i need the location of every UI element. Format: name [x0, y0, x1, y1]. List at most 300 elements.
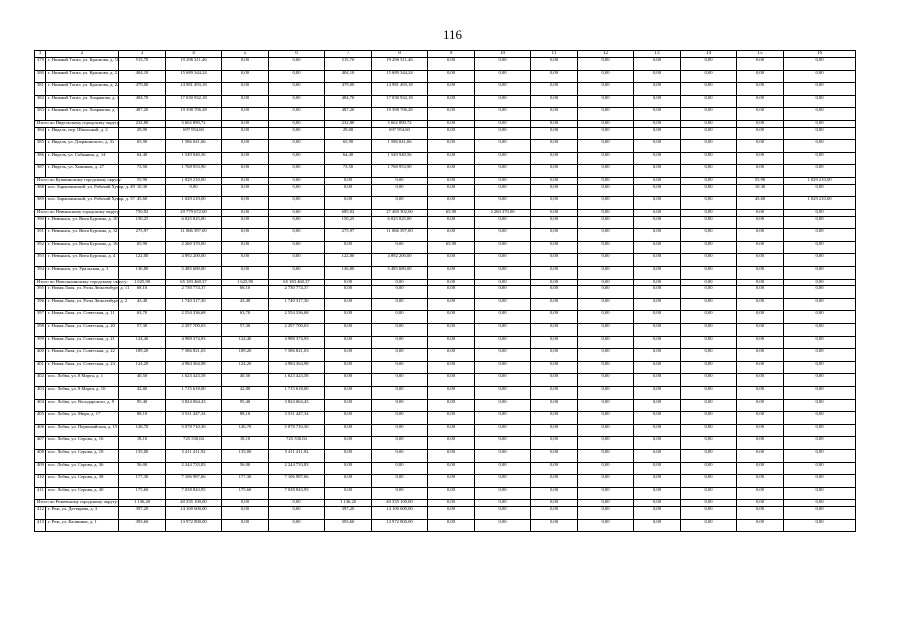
- value-cell: 0,00: [372, 387, 428, 400]
- value-cell: 0,00: [222, 507, 269, 520]
- row-number: 387: [35, 165, 46, 178]
- value-cell: 404,10: [325, 70, 372, 83]
- value-cell: 2 260 370,00: [166, 241, 222, 254]
- address-cell: пос. Лобва, ул. Володарского, д. 9: [46, 399, 119, 412]
- value-cell: 0,00: [325, 399, 372, 412]
- value-cell: 63,70: [222, 311, 269, 324]
- value-cell: 0,00: [784, 374, 856, 387]
- value-cell: 0,00: [681, 209, 737, 216]
- value-cell: 0,00: [428, 324, 475, 337]
- value-cell: 0,00: [737, 412, 784, 425]
- value-cell: 0,00: [372, 336, 428, 349]
- row-number: 401: [35, 361, 46, 374]
- value-cell: 1 549 940,56: [372, 152, 428, 165]
- value-cell: 0,00: [681, 95, 737, 108]
- value-cell: 65 183 460,37: [269, 279, 325, 286]
- value-cell: 65,90: [428, 209, 475, 216]
- value-cell: 0,00: [475, 437, 531, 450]
- value-cell: 750,92: [119, 209, 166, 216]
- value-cell: 0,00: [325, 437, 372, 450]
- value-cell: 0,00: [531, 462, 578, 475]
- value-cell: 56,00: [222, 462, 269, 475]
- value-cell: 0,00: [531, 58, 578, 71]
- column-header: 16: [784, 51, 856, 58]
- value-cell: 0,00: [681, 229, 737, 242]
- column-header: 13: [634, 51, 681, 58]
- column-header: 1: [35, 51, 46, 58]
- value-cell: 0,00: [222, 83, 269, 96]
- value-cell: 19 398 706,28: [372, 108, 428, 121]
- row-number: 404: [35, 399, 46, 412]
- value-cell: 0,00: [269, 197, 325, 210]
- value-cell: 0,00: [737, 387, 784, 400]
- table-row: [35, 374, 856, 387]
- value-cell: 0,00: [325, 178, 372, 185]
- address-cell: г. Невьянск, ул. Витя Бурсина, д. 16: [46, 241, 119, 254]
- value-cell: 0,00: [578, 462, 634, 475]
- value-cell: 43,40: [222, 298, 269, 311]
- value-cell: 95,40: [222, 399, 269, 412]
- value-cell: 0,00: [428, 83, 475, 96]
- value-cell: 13 972 800,00: [166, 519, 222, 532]
- value-cell: 18,10: [119, 437, 166, 450]
- value-cell: 189,20: [222, 349, 269, 362]
- value-cell: 5 078 710,30: [166, 424, 222, 437]
- value-cell: 0,00: [681, 120, 737, 127]
- value-cell: 0,00: [428, 152, 475, 165]
- value-cell: 0,00: [681, 152, 737, 165]
- value-cell: 0,00: [681, 424, 737, 437]
- value-cell: 0,00: [681, 387, 737, 400]
- value-cell: 0,00: [269, 127, 325, 140]
- value-cell: 0,00: [372, 412, 428, 425]
- value-cell: 1 136,20: [325, 500, 372, 507]
- value-cell: 0,00: [681, 197, 737, 210]
- value-cell: 0,00: [531, 412, 578, 425]
- value-cell: 73,50: [119, 165, 166, 178]
- value-cell: 0,00: [428, 387, 475, 400]
- value-cell: 2 730 774,37: [166, 286, 222, 299]
- value-cell: 0,00: [372, 298, 428, 311]
- value-cell: 0,00: [578, 437, 634, 450]
- value-cell: 0,00: [428, 361, 475, 374]
- value-cell: 0,00: [578, 374, 634, 387]
- value-cell: 0,00: [475, 152, 531, 165]
- value-cell: 0,00: [784, 184, 856, 197]
- column-header: 7: [325, 51, 372, 58]
- value-cell: 0,00: [428, 197, 475, 210]
- value-cell: 0,00: [681, 437, 737, 450]
- value-cell: 0,00: [681, 374, 737, 387]
- row-number: 398: [35, 324, 46, 337]
- value-cell: 0,00: [531, 424, 578, 437]
- value-cell: 0,00: [269, 229, 325, 242]
- value-cell: 0,00: [428, 120, 475, 127]
- table-row: [35, 387, 856, 400]
- value-cell: 0,00: [475, 361, 531, 374]
- value-cell: 65,90: [325, 140, 372, 153]
- row-number: 411: [35, 487, 46, 500]
- value-cell: 5 485 680,00: [372, 266, 428, 279]
- column-header: 3: [119, 51, 166, 58]
- value-cell: 0,00: [531, 197, 578, 210]
- value-cell: 0,00: [531, 449, 578, 462]
- row-number: 397: [35, 311, 46, 324]
- value-cell: 11 066 397,00: [372, 229, 428, 242]
- value-cell: 0,00: [428, 266, 475, 279]
- address-cell: г. Новая Ляля, ул. Советская, д. 21: [46, 336, 119, 349]
- value-cell: 0,00: [578, 197, 634, 210]
- value-cell: 397,20: [119, 507, 166, 520]
- value-cell: 0,00: [681, 399, 737, 412]
- address-cell: пос. Лобва, ул. Первомайская, д. 15: [46, 424, 119, 437]
- value-cell: 45,60: [737, 197, 784, 210]
- value-cell: 0,00: [634, 254, 681, 267]
- value-cell: 275,97: [325, 229, 372, 242]
- value-cell: 136,80: [325, 266, 372, 279]
- value-cell: 0,00: [578, 120, 634, 127]
- value-cell: 0,00: [634, 349, 681, 362]
- value-cell: 0,00: [681, 462, 737, 475]
- value-cell: 0,00: [681, 286, 737, 299]
- subtotal-row: [35, 500, 856, 507]
- value-cell: 0,00: [269, 165, 325, 178]
- value-cell: 0,00: [578, 487, 634, 500]
- row-number: 409: [35, 462, 46, 475]
- table-row: [35, 298, 856, 311]
- value-cell: 55,90: [737, 178, 784, 185]
- value-cell: 18,10: [222, 437, 269, 450]
- table-row: [35, 507, 856, 520]
- value-cell: 0,00: [578, 70, 634, 83]
- value-cell: 0,00: [531, 311, 578, 324]
- value-cell: 0,00: [428, 184, 475, 197]
- value-cell: 393,60: [325, 519, 372, 532]
- value-cell: 0,00: [634, 266, 681, 279]
- value-cell: 5 411 411,92: [269, 449, 325, 462]
- value-cell: 0,00: [578, 266, 634, 279]
- value-cell: 0,00: [475, 387, 531, 400]
- row-number: 412: [35, 507, 46, 520]
- value-cell: 0,00: [475, 412, 531, 425]
- value-cell: 0,00: [784, 95, 856, 108]
- subtotal-row: [35, 279, 856, 286]
- column-header: 9: [428, 51, 475, 58]
- value-cell: 4 984 364,98: [269, 361, 325, 374]
- value-cell: 40,50: [222, 374, 269, 387]
- value-cell: 1 740 317,30: [166, 298, 222, 311]
- value-cell: 0,00: [475, 184, 531, 197]
- table-row: [35, 324, 856, 337]
- value-cell: 0,00: [681, 475, 737, 488]
- column-header: 11: [531, 51, 578, 58]
- value-cell: 0,00: [531, 108, 578, 121]
- value-cell: 40,50: [119, 374, 166, 387]
- value-cell: 65,90: [428, 241, 475, 254]
- value-cell: 1 625,90: [119, 279, 166, 286]
- value-cell: 14 981 493,18: [166, 83, 222, 96]
- value-cell: 0,00: [531, 507, 578, 520]
- value-cell: 3 824 064,43: [166, 399, 222, 412]
- value-cell: 0,00: [737, 500, 784, 507]
- value-cell: 14 100 600,00: [372, 507, 428, 520]
- value-cell: 0,00: [634, 336, 681, 349]
- value-cell: 0,00: [269, 83, 325, 96]
- value-cell: 175,60: [222, 487, 269, 500]
- value-cell: 0,00: [634, 140, 681, 153]
- value-cell: 0,00: [325, 279, 372, 286]
- value-cell: 0,00: [269, 70, 325, 83]
- value-cell: 0,00: [784, 412, 856, 425]
- value-cell: 0,00: [634, 286, 681, 299]
- value-cell: 0,00: [634, 399, 681, 412]
- value-cell: 397,20: [325, 507, 372, 520]
- table-row: [35, 254, 856, 267]
- value-cell: 177,30: [222, 475, 269, 488]
- row-number: 386: [35, 152, 46, 165]
- value-cell: 0,00: [428, 399, 475, 412]
- table-row: [35, 70, 856, 83]
- value-cell: 0,00: [475, 229, 531, 242]
- value-cell: 0,00: [428, 500, 475, 507]
- value-cell: 0,00: [222, 216, 269, 229]
- value-cell: 0,00: [784, 241, 856, 254]
- subtotal-label: Итого по Кушвинскому городскому округу:: [35, 178, 119, 185]
- value-cell: 0,00: [372, 286, 428, 299]
- value-cell: 2 297 700,03: [269, 324, 325, 337]
- value-cell: 0,00: [578, 336, 634, 349]
- value-cell: 0,00: [784, 361, 856, 374]
- table-row: [35, 197, 856, 210]
- value-cell: 0,00: [269, 95, 325, 108]
- value-cell: 0,00: [531, 487, 578, 500]
- row-number: 382: [35, 95, 46, 108]
- value-cell: 0,00: [737, 424, 784, 437]
- value-cell: 0,00: [737, 487, 784, 500]
- value-cell: 0,00: [269, 266, 325, 279]
- value-cell: 40 335 100,00: [166, 500, 222, 507]
- page-number: 116: [442, 27, 463, 42]
- value-cell: 0,00: [222, 108, 269, 121]
- value-cell: 0,00: [475, 266, 531, 279]
- value-cell: 2 260 370,00: [475, 209, 531, 216]
- value-cell: 5 411 411,92: [166, 449, 222, 462]
- address-cell: г. Невьянск, ул. Витя Бурсина, д. 12: [46, 229, 119, 242]
- value-cell: 0,00: [222, 500, 269, 507]
- table-row: [35, 184, 856, 197]
- value-cell: 0,00: [634, 412, 681, 425]
- value-cell: 0,00: [531, 361, 578, 374]
- value-cell: 0,00: [681, 254, 737, 267]
- value-cell: 0,00: [784, 298, 856, 311]
- value-cell: 487,20: [119, 108, 166, 121]
- value-cell: 7 106 987,66: [269, 475, 325, 488]
- value-cell: 0,00: [269, 209, 325, 216]
- value-cell: 0,00: [222, 266, 269, 279]
- value-cell: 0,00: [737, 519, 784, 532]
- value-cell: 0,00: [681, 108, 737, 121]
- value-cell: 0,00: [531, 241, 578, 254]
- value-cell: 0,00: [531, 229, 578, 242]
- value-cell: 0,00: [578, 83, 634, 96]
- row-number: 385: [35, 140, 46, 153]
- value-cell: 0,00: [634, 216, 681, 229]
- address-cell: пос. Лобва, ул. Серова, д. 16: [46, 437, 119, 450]
- value-cell: 17 030 932,18: [372, 95, 428, 108]
- value-cell: 6 025 025,00: [166, 216, 222, 229]
- value-cell: 0,00: [531, 374, 578, 387]
- row-number: 392: [35, 241, 46, 254]
- value-cell: 64,40: [119, 152, 166, 165]
- value-cell: 2 730 774,37: [269, 286, 325, 299]
- value-cell: 0,00: [531, 127, 578, 140]
- column-header: 2: [46, 51, 119, 58]
- value-cell: 0,00: [737, 507, 784, 520]
- value-cell: 73,50: [325, 165, 372, 178]
- value-cell: 3 824 064,43: [269, 399, 325, 412]
- value-cell: 15 689 344,24: [166, 70, 222, 83]
- value-cell: 404,10: [119, 70, 166, 83]
- value-cell: 0,00: [222, 519, 269, 532]
- value-cell: 0,00: [737, 165, 784, 178]
- value-cell: 0,00: [475, 311, 531, 324]
- address-cell: г. Ивдель, ул. Химиков, д. 27: [46, 165, 119, 178]
- row-number: 402: [35, 374, 46, 387]
- value-cell: 0,00: [428, 108, 475, 121]
- value-cell: 0,00: [681, 449, 737, 462]
- value-cell: 0,00: [634, 519, 681, 532]
- value-cell: 0,00: [578, 165, 634, 178]
- value-cell: 0,00: [634, 437, 681, 450]
- table-row: [35, 241, 856, 254]
- value-cell: 0,00: [325, 387, 372, 400]
- value-cell: 0,00: [222, 127, 269, 140]
- value-cell: 0,00: [634, 241, 681, 254]
- value-cell: 0,00: [784, 229, 856, 242]
- value-cell: 0,00: [634, 58, 681, 71]
- value-cell: 0,00: [269, 108, 325, 121]
- value-cell: 0,00: [475, 241, 531, 254]
- value-cell: 0,00: [428, 140, 475, 153]
- value-cell: 88,10: [119, 412, 166, 425]
- value-cell: 2 244 733,83: [166, 462, 222, 475]
- value-cell: 56,00: [119, 462, 166, 475]
- value-cell: 0,00: [531, 437, 578, 450]
- value-cell: 0,00: [222, 152, 269, 165]
- value-cell: 0,00: [737, 70, 784, 83]
- row-number: 379: [35, 58, 46, 71]
- value-cell: 0,00: [531, 70, 578, 83]
- value-cell: 0,00: [475, 487, 531, 500]
- address-cell: г. Нижний Тагил, ул. Краснова, д. 18: [46, 58, 119, 71]
- value-cell: 0,00: [372, 279, 428, 286]
- value-cell: 2 244 733,83: [269, 462, 325, 475]
- value-cell: 2 554 336,68: [269, 311, 325, 324]
- value-cell: 1 136,20: [119, 500, 166, 507]
- value-cell: 0,00: [531, 298, 578, 311]
- value-cell: 0,00: [737, 83, 784, 96]
- value-cell: 0,00: [531, 266, 578, 279]
- value-cell: 0,00: [372, 241, 428, 254]
- value-cell: 1 549 940,56: [166, 152, 222, 165]
- value-cell: 0,00: [784, 500, 856, 507]
- value-cell: 57,30: [222, 324, 269, 337]
- subtotal-label: Итого по Невьянскому городскому округу:: [35, 209, 119, 216]
- value-cell: 697 954,60: [166, 127, 222, 140]
- subtotal-row: [35, 209, 856, 216]
- value-cell: 1 029 210,00: [784, 178, 856, 185]
- row-number: 388: [35, 184, 46, 197]
- table-row: [35, 336, 856, 349]
- value-cell: 0,00: [475, 70, 531, 83]
- value-cell: 0,00: [475, 286, 531, 299]
- value-cell: 0,00: [784, 152, 856, 165]
- row-number: 393: [35, 254, 46, 267]
- value-cell: 0,00: [222, 95, 269, 108]
- value-cell: 0,00: [475, 216, 531, 229]
- value-cell: 1 623 423,58: [166, 374, 222, 387]
- value-cell: 5 485 680,00: [166, 266, 222, 279]
- value-cell: 17 030 932,18: [166, 95, 222, 108]
- value-cell: 0,00: [325, 336, 372, 349]
- value-cell: 0,00: [737, 254, 784, 267]
- value-cell: 0,00: [681, 349, 737, 362]
- value-cell: 7 038 843,95: [166, 487, 222, 500]
- value-cell: 0,00: [269, 519, 325, 532]
- value-cell: 0,00: [531, 254, 578, 267]
- value-cell: 0,00: [372, 311, 428, 324]
- table-row: [35, 462, 856, 475]
- value-cell: 0,00: [428, 311, 475, 324]
- table-row: [35, 140, 856, 153]
- column-header: 8: [372, 51, 428, 58]
- value-cell: 0,00: [428, 475, 475, 488]
- value-cell: 685,02: [325, 209, 372, 216]
- value-cell: 0,00: [428, 298, 475, 311]
- value-cell: 0,00: [475, 165, 531, 178]
- value-cell: 0,00: [737, 241, 784, 254]
- value-cell: 484,70: [119, 95, 166, 108]
- value-cell: 0,00: [737, 462, 784, 475]
- value-cell: 0,00: [578, 209, 634, 216]
- value-cell: 0,00: [531, 216, 578, 229]
- address-cell: г. Нижний Тагил, ул. Хохрякова, д. 7: [46, 108, 119, 121]
- value-cell: 0,00: [578, 298, 634, 311]
- value-cell: 487,20: [325, 108, 372, 121]
- value-cell: 0,00: [784, 140, 856, 153]
- value-cell: 0,00: [475, 500, 531, 507]
- value-cell: 0,00: [578, 311, 634, 324]
- value-cell: 0,00: [784, 120, 856, 127]
- value-cell: 65 183 460,37: [166, 279, 222, 286]
- value-cell: 0,00: [784, 266, 856, 279]
- value-cell: 0,00: [372, 449, 428, 462]
- column-header: 6: [269, 51, 325, 58]
- value-cell: 0,00: [475, 349, 531, 362]
- value-cell: 0,00: [372, 462, 428, 475]
- value-cell: 88,10: [222, 412, 269, 425]
- value-cell: 0,00: [372, 374, 428, 387]
- value-cell: 0,00: [222, 241, 269, 254]
- value-cell: 0,00: [784, 311, 856, 324]
- value-cell: 0,00: [428, 507, 475, 520]
- row-number: 406: [35, 424, 46, 437]
- value-cell: 0,00: [531, 83, 578, 96]
- value-cell: 0,00: [578, 279, 634, 286]
- value-cell: 0,00: [372, 487, 428, 500]
- value-cell: 0,00: [475, 399, 531, 412]
- row-number: 399: [35, 336, 46, 349]
